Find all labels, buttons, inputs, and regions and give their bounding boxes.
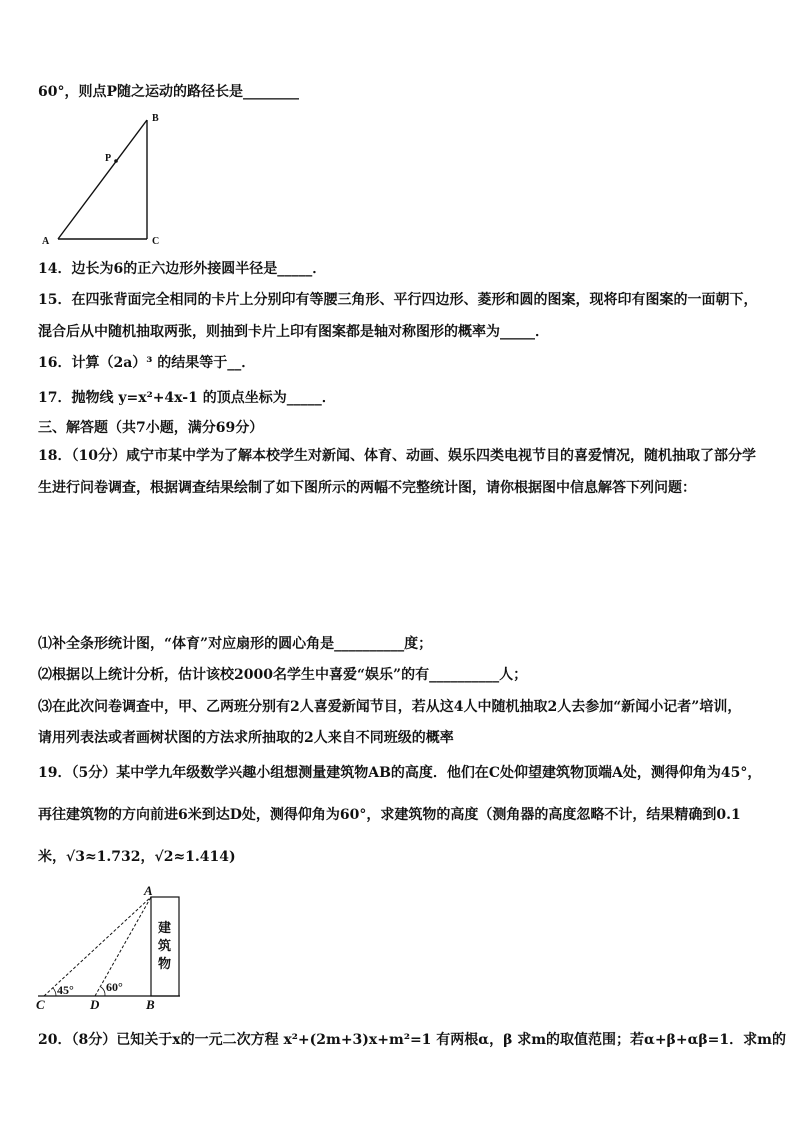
q18-line1: 18．（10分）咸宁市某中学为了解本校学生对新闻、体育、动画、娱乐四类电视节目的喜爱情况，随机抽取了部分学	[38, 448, 756, 464]
building-label-3: 物	[158, 957, 172, 972]
q18-line2: 生进行问卷调查，根据调查结果绘制了如下图所示的两幅不完整统计图，请你根据图中信息解答下列问题：	[38, 480, 696, 496]
building-label-1: 建	[158, 921, 172, 936]
sightline-d	[95, 897, 151, 996]
q14: 14．边长为6的正六边形外接圆半径是_____．	[38, 261, 327, 277]
building-label-2: 筑	[158, 939, 172, 954]
q18-part2: ⑵根据以上统计分析，估计该校2000名学生中喜爱“娱乐”的有__________人；	[38, 667, 528, 683]
label-c: C	[152, 236, 160, 247]
label-a: A	[144, 883, 153, 898]
q20: 20．（8分）已知关于x的一元二次方程 x²+(2m+3)x+m²=1 有两根α，β 求m的取值范围；若α+β+αβ=1．求m的	[38, 1032, 786, 1048]
q15-line2: 混合后从中随机抽取两张，则抽到卡片上印有图案都是轴对称图形的概率为_____．	[38, 324, 549, 340]
q18-part3-line1: ⑶在此次问卷调查中，甲、乙两班分别有2人喜爱新闻节目，若从这4人中随机抽取2人去参加“新闻小记者”培训，	[38, 699, 742, 715]
label-p: P	[105, 153, 112, 164]
q13-tail: 60°，则点P随之运动的路径长是________	[38, 84, 300, 100]
q18-part1: ⑴补全条形统计图，“体育”对应扇形的圆心角是__________度；	[38, 636, 433, 652]
q19-line2: 再往建筑物的方向前进6米到达D处，测得仰角为60°，求建筑物的高度（测角器的高度忽略不计，结果精确到0.1	[38, 807, 741, 823]
label-c: C	[36, 997, 45, 1012]
edge-ab	[58, 120, 147, 239]
sightline-c	[44, 897, 151, 996]
label-b: B	[152, 113, 159, 124]
q19-line3: 米，√3≈1.732，√2≈1.414)	[38, 849, 236, 865]
angle-60-label: 60°	[106, 980, 123, 994]
section-3-heading: 三、解答题（共7小题，满分69分）	[38, 420, 264, 436]
label-a: A	[42, 236, 50, 247]
q16: 16．计算（2a）³ 的结果等于__．	[38, 355, 256, 371]
label-d: D	[90, 997, 100, 1012]
q15-line1: 15．在四张背面完全相同的卡片上分别印有等腰三角形、平行四边形、菱形和圆的图案，现将印有图案的一面朝下，	[38, 292, 758, 308]
angle-45-label: 45°	[57, 983, 74, 997]
q19-line1: 19．（5分）某中学九年级数学兴趣小组想测量建筑物AB的高度．他们在C处仰望建筑物顶端A处，测得仰角为45°，	[38, 765, 762, 781]
triangle-figure	[36, 110, 176, 252]
q18-part3-line2: 请用列表法或者画树状图的方法求所抽取的2人来自不同班级的概率	[38, 730, 454, 746]
building-figure	[30, 880, 190, 1018]
angle-arc-c	[53, 988, 56, 996]
label-b: B	[146, 997, 155, 1012]
q17: 17．抛物线 y=x²+4x-1 的顶点坐标为_____．	[38, 390, 336, 406]
angle-arc-d	[101, 987, 105, 996]
point-p	[114, 159, 118, 163]
